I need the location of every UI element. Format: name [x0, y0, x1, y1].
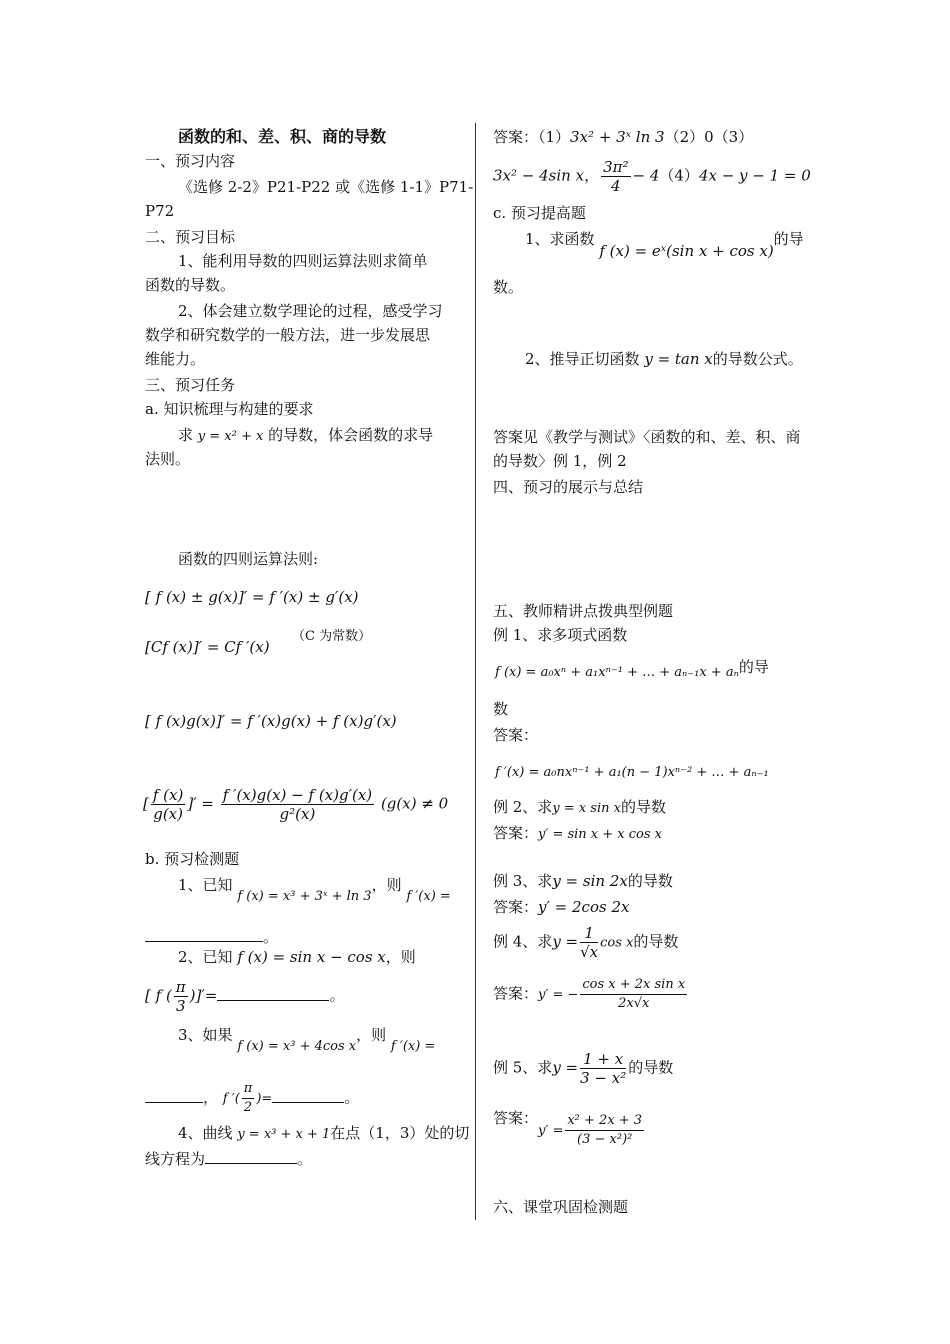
- column-divider: [475, 123, 476, 1220]
- product-rule: [ f (x)g(x)]′ = f ′(x)g(x) + f (x)g′(x): [145, 712, 397, 730]
- q3-blank-1[interactable]: [145, 1088, 203, 1103]
- c1-post: 的导: [773, 230, 804, 248]
- q4-pre: 4、曲线: [178, 1124, 233, 1142]
- task-a-heading: a. 知识梳理与构建的要求: [145, 400, 314, 418]
- example-4-tail: cos x: [600, 935, 634, 951]
- c1-expression: f (x) = eˣ(sin x + cos x): [599, 242, 774, 260]
- q3-mid: ，则: [356, 1026, 387, 1044]
- task-a-line-b: 法则。: [145, 450, 191, 468]
- section-1-heading: 一、预习内容: [145, 152, 236, 170]
- c2-pre: 2、推导正切函数: [525, 350, 640, 368]
- example-5-fraction: [580, 1050, 626, 1087]
- example-5-answer: [493, 1108, 646, 1149]
- q4-end: 。: [297, 1150, 313, 1168]
- q2-end: 。: [329, 986, 345, 1005]
- q2-frac-num: π: [175, 978, 186, 996]
- section-3-heading: 三、预习任务: [145, 376, 236, 394]
- section-4-heading: 四、预习的展示与总结: [493, 478, 644, 496]
- example-5-line: [493, 1050, 673, 1087]
- q2-pre: 2、已知: [178, 948, 233, 966]
- answers-head: 答案：（1）: [493, 128, 571, 146]
- example-4-answer-den: 2x√x: [618, 996, 650, 1011]
- c-answer-line-a: 答案见《教学与测试》〈函数的和、差、积、商: [493, 428, 801, 446]
- task-a-post: 的导数，体会函数的求导: [268, 426, 434, 444]
- c1-line: [525, 228, 804, 260]
- q3-ask2-a: f ′(: [222, 1091, 240, 1107]
- q4-expression: y = x³ + x + 1: [237, 1127, 331, 1142]
- task-a-pre: 求: [178, 426, 194, 444]
- question-1-line: [178, 874, 451, 904]
- sum-rule: [ f (x) ± g(x)]′ = f ′(x) ± g′(x): [145, 588, 359, 606]
- question-3-answer: [145, 1080, 359, 1117]
- q1-mid: ，则: [371, 876, 402, 894]
- example-1-expression: f (x) = a₀xⁿ + a₁xⁿ⁻¹ + … + aₙ₋₁x + aₙ: [495, 665, 739, 680]
- q2-lhs-b: )]′=: [189, 986, 218, 1005]
- example-2-answer: [493, 822, 662, 846]
- example-3-line: [493, 870, 673, 892]
- answer-2-label: （2）0（3）: [664, 128, 754, 146]
- goal-1-line-a: 1、能利用导数的四则运算法则求简单: [178, 252, 428, 270]
- quotient-lhs-fraction: [151, 786, 185, 823]
- q1-pre: 1、已知: [178, 876, 233, 894]
- q3-ask: f ′(x) =: [390, 1039, 436, 1054]
- constant-rule: [Cf (x)]′ = Cf ′(x): [145, 638, 270, 656]
- answers-line-2: [493, 158, 811, 195]
- q3-comma: ，: [203, 1088, 219, 1107]
- q2-frac-den: 3: [175, 997, 186, 1015]
- answer-1: 3x² + 3ˣ ln 3: [570, 128, 665, 146]
- goal-2-line-c: 维能力。: [145, 350, 206, 368]
- example-3-answer-label: 答案：: [493, 898, 539, 916]
- example-4-pre: 例 4、求: [493, 932, 553, 951]
- q4-post: 在点（1，3）处的切: [330, 1124, 470, 1142]
- example-3-post: 的导数: [627, 872, 673, 890]
- q3-blank-2[interactable]: [272, 1088, 344, 1103]
- question-1-answer: [145, 926, 278, 948]
- quotient-rule: [ $\frac{f (x)}{g(x)}$ ]′ = $\frac{f '(x)g(x) - f (x)g'(x)}{\text{g²(x)}}$ (g(x) ≠ 0: [143, 786, 449, 823]
- example-5-answer-fraction: [565, 1112, 644, 1149]
- example-1-heading: 例 1、求多项式函数: [493, 626, 628, 644]
- answer-3-tail: − 4: [632, 166, 660, 185]
- example-4-line: [493, 924, 678, 961]
- example-2-answer-label: 答案：: [493, 824, 539, 842]
- answer-4-label: （4）: [659, 166, 699, 185]
- example-5-frac-num: 1 + x: [580, 1050, 626, 1069]
- c2-expression: y = tan x: [644, 350, 713, 368]
- example-4-answer-num: cos x + 2x sin x: [580, 976, 687, 995]
- example-2-pre: 例 2、求: [493, 798, 553, 816]
- quotient-condition: (g(x) ≠ 0: [380, 794, 449, 813]
- q4-line-b: 线方程为: [145, 1150, 206, 1168]
- q2-lhs-a: [ f (: [145, 986, 172, 1005]
- example-1-line: [495, 656, 769, 680]
- task-a-expression: y = x² + x: [197, 429, 264, 444]
- rules-title: 函数的四则运算法则:: [178, 550, 319, 568]
- page-title: 函数的和、差、积、商的导数: [178, 127, 387, 146]
- question-3-line: [178, 1024, 436, 1054]
- q1-expression: f (x) = x³ + 3ˣ + ln 3: [237, 889, 372, 904]
- example-3-answer-value: y′ = 2cos 2x: [538, 898, 630, 916]
- example-2-answer-value: y′ = sin x + x cos x: [538, 827, 662, 842]
- q4-blank[interactable]: [205, 1149, 297, 1164]
- answer-3-fraction: [601, 158, 630, 195]
- q3-end: 。: [344, 1088, 360, 1107]
- answer-3-frac-num: 3π²: [603, 158, 629, 176]
- example-5-pre: 例 5、求: [493, 1058, 553, 1077]
- q2-fraction: [174, 978, 188, 1015]
- c-answer-line-b: 的导数〉例 1，例 2: [493, 452, 627, 470]
- section-6-heading: 六、课堂巩固检测题: [493, 1198, 629, 1216]
- question-4-answer: [145, 1148, 312, 1170]
- q2-expression: f (x) = sin x − cos x: [237, 948, 386, 966]
- example-3-answer: [493, 896, 629, 918]
- example-2-line: [493, 796, 666, 820]
- reference-line-b: P72: [145, 202, 175, 220]
- example-4-answer-y: y′ = −: [538, 987, 579, 1003]
- section-2-heading: 二、预习目标: [145, 228, 236, 246]
- task-a-line: [178, 424, 433, 448]
- example-4-post: 的导数: [633, 932, 679, 951]
- answers-line-1: [493, 126, 753, 148]
- constant-rule-note: （C 为常数）: [292, 629, 372, 644]
- answer-3-frac-den: 4: [611, 177, 621, 195]
- q2-post: ，则: [385, 948, 416, 966]
- q2-blank[interactable]: [217, 986, 329, 1001]
- example-5-answer-label: 答案：: [493, 1108, 539, 1127]
- example-5-answer-num: x² + 2x + 3: [565, 1112, 644, 1131]
- question-2-line: [178, 946, 416, 968]
- answer-4: 4x − y − 1 = 0: [698, 166, 811, 185]
- answer-3: 3x² − 4sin x: [493, 166, 585, 185]
- q3-frac-den: 2: [243, 1100, 253, 1115]
- example-5-frac-den: 3 − x²: [580, 1069, 627, 1087]
- example-1-answer-label: 答案：: [493, 726, 539, 744]
- example-5-y: y =: [552, 1058, 579, 1077]
- example-4-fraction: [580, 924, 598, 961]
- c1-line-b: 数。: [493, 278, 524, 296]
- example-4-frac-den: √x: [580, 943, 599, 961]
- example-4-answer-fraction: [580, 976, 687, 1013]
- example-5-answer-den: (3 − x²)²: [577, 1132, 633, 1147]
- c2-post: 的导数公式。: [712, 350, 803, 368]
- example-2-post: 的导数: [620, 798, 666, 816]
- q3-expression: f (x) = x³ + 4cos x: [237, 1039, 357, 1054]
- goal-2-line-b: 数学和研究数学的一般方法，进一步发展思: [145, 326, 431, 344]
- q1-end: 。: [263, 928, 279, 946]
- task-b-heading: b. 预习检测题: [145, 850, 240, 868]
- quotient-rhs-num: f ′(x)g(x) − f (x)g′(x): [222, 786, 373, 804]
- example-3-expression: y = sin 2x: [552, 872, 628, 890]
- example-1-post: 的导: [738, 658, 769, 676]
- q3-fraction: [242, 1080, 255, 1117]
- example-4-answer: [493, 976, 689, 1013]
- c2-line: [525, 348, 803, 370]
- example-2-expression: y = x sin x: [552, 801, 621, 816]
- quotient-lhs-num: f (x): [152, 786, 184, 804]
- example-3-pre: 例 3、求: [493, 872, 553, 890]
- q3-frac-num: π: [242, 1080, 255, 1099]
- c1-pre: 1、求函数: [525, 230, 595, 248]
- task-c-heading: c. 预习提高题: [493, 204, 586, 222]
- question-2-answer: [145, 978, 344, 1015]
- example-5-post: 的导数: [628, 1058, 674, 1077]
- q3-pre: 3、如果: [178, 1026, 233, 1044]
- quotient-rhs-den: g²(x): [279, 805, 316, 823]
- q1-blank[interactable]: [145, 927, 263, 942]
- example-4-frac-num: 1: [580, 924, 598, 943]
- quotient-rhs-fraction: [221, 786, 374, 823]
- reference-line-a: 《选修 2-2》P21-P22 或《选修 1-1》P71-: [178, 178, 474, 196]
- answer-3-comma: ，: [584, 166, 600, 185]
- q1-ask: f ′(x) =: [406, 889, 451, 904]
- example-4-answer-label: 答案：: [493, 984, 539, 1003]
- example-1-line-b: 数: [493, 700, 509, 718]
- example-4-y: y =: [552, 932, 579, 951]
- section-5-heading: 五、教师精讲点拨典型例题: [493, 602, 674, 620]
- goal-2-line-a: 2、体会建立数学理论的过程，感受学习: [178, 302, 443, 320]
- question-4-line: [178, 1122, 469, 1146]
- quotient-lhs-den: g(x): [153, 805, 183, 823]
- goal-1-line-b: 函数的导数。: [145, 276, 236, 294]
- q3-ask2-b: )=: [256, 1091, 273, 1107]
- example-1-answer: f ′(x) = a₀nxⁿ⁻¹ + a₁(n − 1)xⁿ⁻² + … + aₙ₋₁: [495, 765, 769, 780]
- example-5-answer-y: y′ =: [538, 1123, 564, 1139]
